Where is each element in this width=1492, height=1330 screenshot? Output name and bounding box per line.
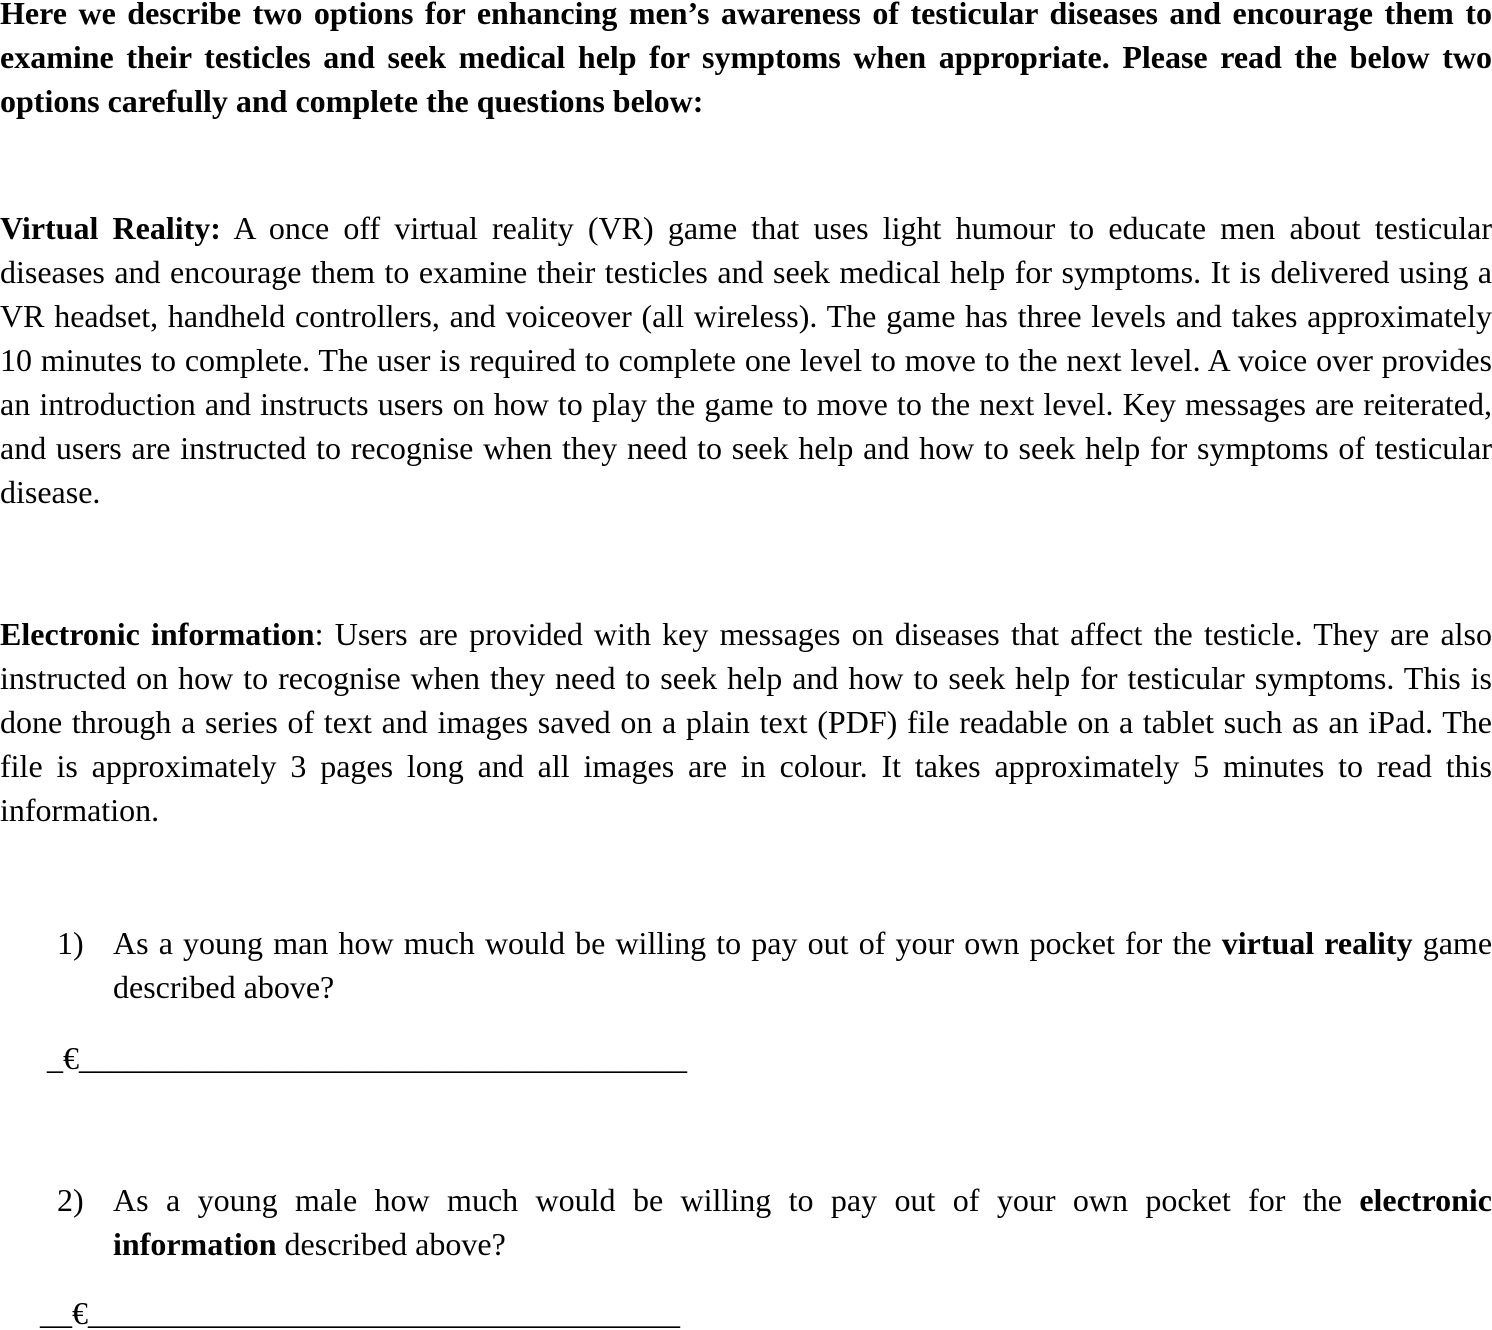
question-1-bold-term: virtual reality	[1221, 925, 1413, 961]
question-1-answer-blank[interactable]: _€______________________________________	[47, 1040, 687, 1076]
question-1-text-after: game described above?	[113, 925, 1492, 1005]
virtual-reality-paragraph	[0, 206, 1492, 514]
virtual-reality-body: A once off virtual reality (VR) game that uses light humour to educate men about testicular diseases and encourage them to examine their testicles and seek medical help for symptoms. It is delivered using a VR headset, handheld controllers, and voiceover (all wireless). The game has three levels and takes approximately 10 minutes to complete. The user is required to complete one level to move to the next level. A voice over provides an introduction and instructs users on how to play the game to move to the next level. Key messages are reiterated, and users are instructed to recognise when they need to seek help and how to seek help for symptoms of testicular disease.	[0, 210, 1492, 510]
question-1-text-before: As a young man how much would be willing to pay out of your own pocket for the	[113, 925, 1222, 961]
question-2-number: 2)	[57, 1182, 84, 1218]
question-2	[57, 1178, 1492, 1266]
question-2-text-after: described above?	[276, 1226, 506, 1262]
electronic-information-label: Electronic information	[0, 616, 315, 652]
electronic-information-paragraph	[0, 612, 1492, 832]
question-2-bold-term: electronic information	[113, 1182, 1492, 1262]
question-2-text-before: As a young male how much would be willing to pay out of your own pocket for the	[113, 1182, 1360, 1218]
question-2-text	[113, 1178, 1492, 1266]
intro-paragraph: Here we describe two options for enhancing men’s awareness of testicular diseases and encourage them to examine their testicles and seek medical help for symptoms when appropriate. Please read the below two options carefully and complete the questions below:	[0, 0, 1492, 119]
question-1	[57, 921, 1492, 1009]
question-2-answer-blank[interactable]: __€_____________________________________	[40, 1295, 680, 1330]
virtual-reality-label: Virtual Reality:	[0, 210, 221, 246]
question-1-text	[113, 921, 1492, 1009]
question-1-number: 1)	[57, 925, 84, 961]
electronic-information-body: : Users are provided with key messages on diseases that affect the testicle. They are also instructed on how to recognise when they need to seek help and how to seek help for testicular symptoms. This is done through a series of text and images saved on a plain text (PDF) file readable on a tablet such as an iPad. The file is approximately 3 pages long and all images are in colour. It takes approximately 5 minutes to read this information.	[0, 616, 1492, 828]
